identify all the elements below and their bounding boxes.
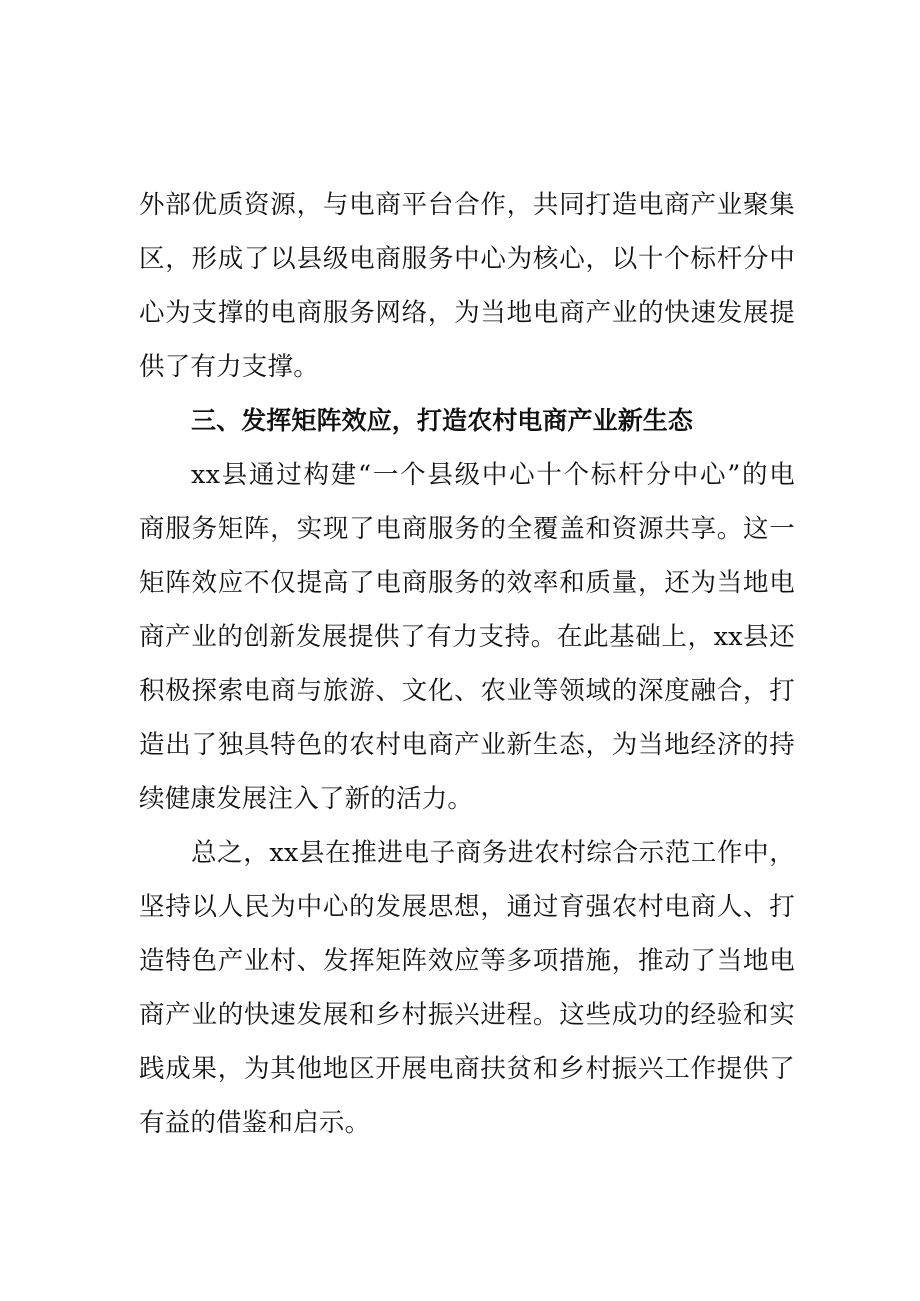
paragraph-line: 造特色产业村、发挥矩阵效应等多项措施，推动了当地电 bbox=[139, 946, 795, 976]
paragraph-line: 商服务矩阵，实现了电商服务的全覆盖和资源共享。这一 bbox=[139, 514, 795, 544]
paragraph-line: 坚持以人民为中心的发展思想，通过育强农村电商人、打 bbox=[139, 892, 795, 922]
paragraph-line: 外部优质资源，与电商平台合作，共同打造电商产业聚集 bbox=[139, 190, 795, 220]
paragraph-line: 商产业的快速发展和乡村振兴进程。这些成功的经验和实 bbox=[139, 1000, 795, 1030]
paragraph-matrix-effect bbox=[139, 448, 795, 826]
paragraph-line: 造出了独具特色的农村电商产业新生态，为当地经济的持 bbox=[139, 730, 795, 760]
paragraph-line: 积极探索电商与旅游、文化、农业等领域的深度融合，打 bbox=[139, 676, 795, 706]
paragraph-line: 践成果，为其他地区开展电商扶贫和乡村振兴工作提供了 bbox=[139, 1054, 795, 1084]
section-heading bbox=[139, 394, 795, 448]
paragraph-continuation bbox=[139, 178, 795, 394]
paragraph-line: 供了有力支撑。 bbox=[139, 352, 319, 382]
paragraph-line: 矩阵效应不仅提高了电商服务的效率和质量，还为当地电 bbox=[139, 568, 795, 598]
paragraph-line: 总之，xx县在推进电子商务进农村综合示范工作中， bbox=[191, 838, 795, 868]
paragraph-line: 有益的借鉴和启示。 bbox=[139, 1108, 371, 1138]
document-body bbox=[139, 178, 795, 1150]
paragraph-line: xx县通过构建“一个县级中心十个标杆分中心”的电 bbox=[191, 460, 795, 490]
paragraph-line: 商产业的创新发展提供了有力支持。在此基础上，xx县还 bbox=[139, 622, 795, 652]
paragraph-line: 心为支撑的电商服务网络，为当地电商产业的快速发展提 bbox=[139, 298, 795, 328]
paragraph-line: 区，形成了以县级电商服务中心为核心，以十个标杆分中 bbox=[139, 244, 795, 274]
paragraph-conclusion bbox=[139, 826, 795, 1150]
section-heading-text: 三、发挥矩阵效应，打造农村电商产业新生态 bbox=[191, 406, 694, 435]
paragraph-line: 续健康发展注入了新的活力。 bbox=[139, 784, 474, 814]
